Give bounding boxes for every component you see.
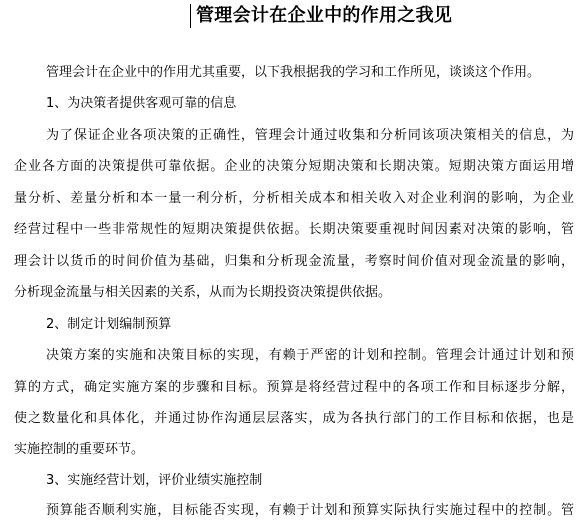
section-1-line-2: 企业各方面的决策提供可靠依据。企业的决策分短期决策和长期决策。短期决策方面运用增 [14, 159, 574, 174]
section-2-line-2: 算的方式，确定实施方案的步骤和目标。预算是将经营过程中的各项工作和目标逐步分解， [14, 380, 574, 395]
section-1-line-5: 理会计以货币的时间价值为基础，归集和分析现金流量，考察时间价值对现金流量的影响， [14, 254, 574, 269]
section-2-heading: 2、制定计划编制预算 [46, 317, 172, 332]
section-1-heading: 1、为决策者提供客观可靠的信息 [46, 96, 237, 111]
section-2-line-4: 实施控制的重要环节。 [14, 442, 145, 457]
text-cursor [190, 4, 191, 28]
section-3-heading: 3、实施经营计划，评价业绩实施控制 [46, 473, 263, 488]
section-1-line-3: 量分析、差量分析和本一量一利分析，分析相关成本和相关收入对企业利润的影响，为企业 [14, 191, 574, 206]
section-2-line-1: 决策方案的实施和决策目标的实现，有赖于严密的计划和控制。管理会计通过计划和预 [46, 348, 574, 363]
section-1-line-4: 经营过程中一些非常规性的短期决策提供依据。长期决策要重视时间因素对决策的影响，管 [14, 222, 574, 237]
section-1-line-6: 分析现金流量与相关因素的关系，从而为长期投资决策提供依据。 [14, 285, 392, 300]
section-3-line-1: 预算能否顺利实施，目标能否实现，有赖于计划和预算实际执行实施过程中的控制。管 [46, 503, 574, 518]
document-title: 管理会计在企业中的作用之我见 [196, 5, 453, 26]
section-1-line-1: 为了保证企业各项决策的正确性，管理会计通过收集和分析同该项决策相关的信息，为 [46, 128, 574, 143]
section-2-line-3: 使之数量化和具体化，并通过协作沟通层层落实，成为各执行部门的工作目标和依据，也是 [14, 411, 574, 426]
intro-paragraph: 管理会计在企业中的作用尤其重要，以下我根据我的学习和工作所见，谈谈这个作用。 [46, 65, 541, 80]
